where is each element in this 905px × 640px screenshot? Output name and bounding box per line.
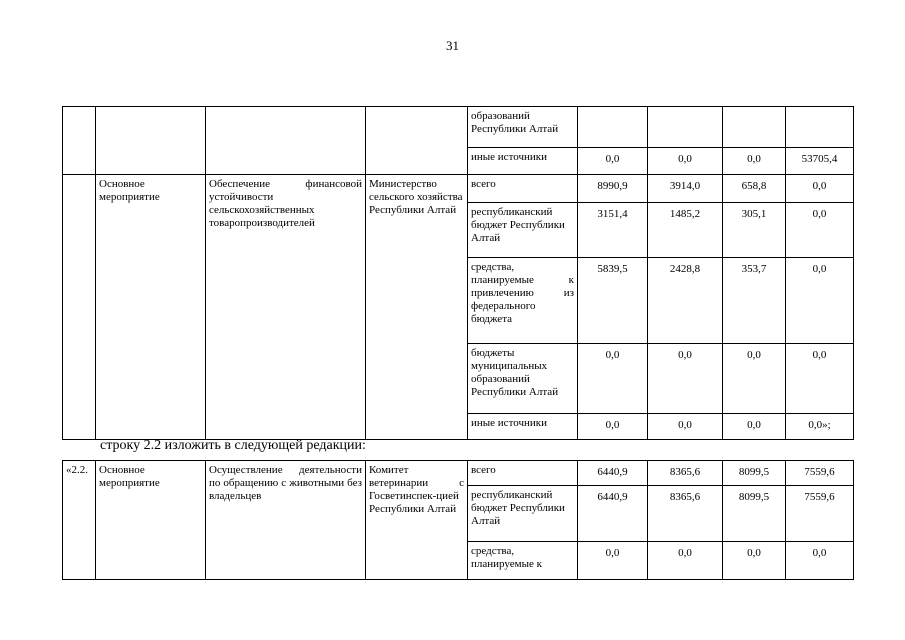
cell-value: 658,8 [723,175,786,203]
cell-value: 353,7 [723,258,786,344]
cell-value: 0,0 [786,258,854,344]
cell-name: Осуществление деятельности по обращению с животными без владельцев [206,461,366,580]
cell-value: 7559,6 [786,486,854,542]
cell-value: 8099,5 [723,486,786,542]
cell-value: 0,0 [723,148,786,175]
cell-value: 305,1 [723,203,786,258]
cell-source: образований Республики Алтай [468,107,578,148]
page-number: 31 [446,38,459,53]
cell-value: 6440,9 [578,486,648,542]
cell-org: Министерство сельского хозяйства Республики Алтай [366,175,468,440]
cell-source: иные источники [468,148,578,175]
cell-source: республиканский бюджет Республики Алтай [468,203,578,258]
cell-org: Комитет ветеринарии с Госветинспек-цией Республики Алтай [366,461,468,580]
cell-value: 0,0 [648,414,723,440]
cell-value: 0,0 [578,344,648,414]
cell-source: всего [468,175,578,203]
cell-value: 3151,4 [578,203,648,258]
cell-value: 0,0 [786,542,854,580]
table-row [63,175,854,203]
cell-value: 0,0 [723,414,786,440]
cell-value: 5839,5 [578,258,648,344]
cell-value: 0,0 [723,542,786,580]
cell-value: 53705,4 [786,148,854,175]
cell-type: Основное мероприятие [96,461,206,580]
amendment-instruction: строку 2.2 изложить в следующей редакции: [100,438,366,453]
cell-value: 0,0 [648,148,723,175]
cell-type [96,107,206,175]
cell-value: 1485,2 [648,203,723,258]
cell-value: 0,0»; [786,414,854,440]
cell-value: 8365,6 [648,486,723,542]
cell-value: 0,0 [648,344,723,414]
cell-source: всего [468,461,578,486]
cell-source: республиканский бюджет Республики Алтай [468,486,578,542]
cell-value [648,107,723,148]
cell-source: средства, планируемые к привлечению из федерального бюджета [468,258,578,344]
cell-source: бюджеты муниципальных образований Республики Алтай [468,344,578,414]
cell-value: 0,0 [648,542,723,580]
cell-num [63,175,96,440]
cell-name [206,107,366,175]
cell-org [366,107,468,175]
cell-name: Обеспечение финансовой устойчивости сельскохозяйственных товаропроизводителей [206,175,366,440]
program-table-top [62,106,854,440]
cell-value: 8365,6 [648,461,723,486]
cell-source: иные источники [468,414,578,440]
cell-value [723,107,786,148]
cell-source: средства, планируемые к [468,542,578,580]
cell-value [578,107,648,148]
cell-value: 0,0 [723,344,786,414]
cell-value: 0,0 [786,175,854,203]
cell-value: 8099,5 [723,461,786,486]
cell-value: 0,0 [578,414,648,440]
cell-value: 3914,0 [648,175,723,203]
cell-value: 8990,9 [578,175,648,203]
cell-value: 0,0 [578,148,648,175]
cell-value: 0,0 [786,203,854,258]
cell-type: Основное мероприятие [96,175,206,440]
program-table-bottom [62,460,854,580]
cell-value: 0,0 [786,344,854,414]
cell-value: 2428,8 [648,258,723,344]
table-row [63,107,854,148]
cell-num [63,107,96,175]
cell-value [786,107,854,148]
cell-value: 6440,9 [578,461,648,486]
cell-num: «2.2. [63,461,96,580]
cell-value: 0,0 [578,542,648,580]
cell-value: 7559,6 [786,461,854,486]
table-row [63,461,854,486]
